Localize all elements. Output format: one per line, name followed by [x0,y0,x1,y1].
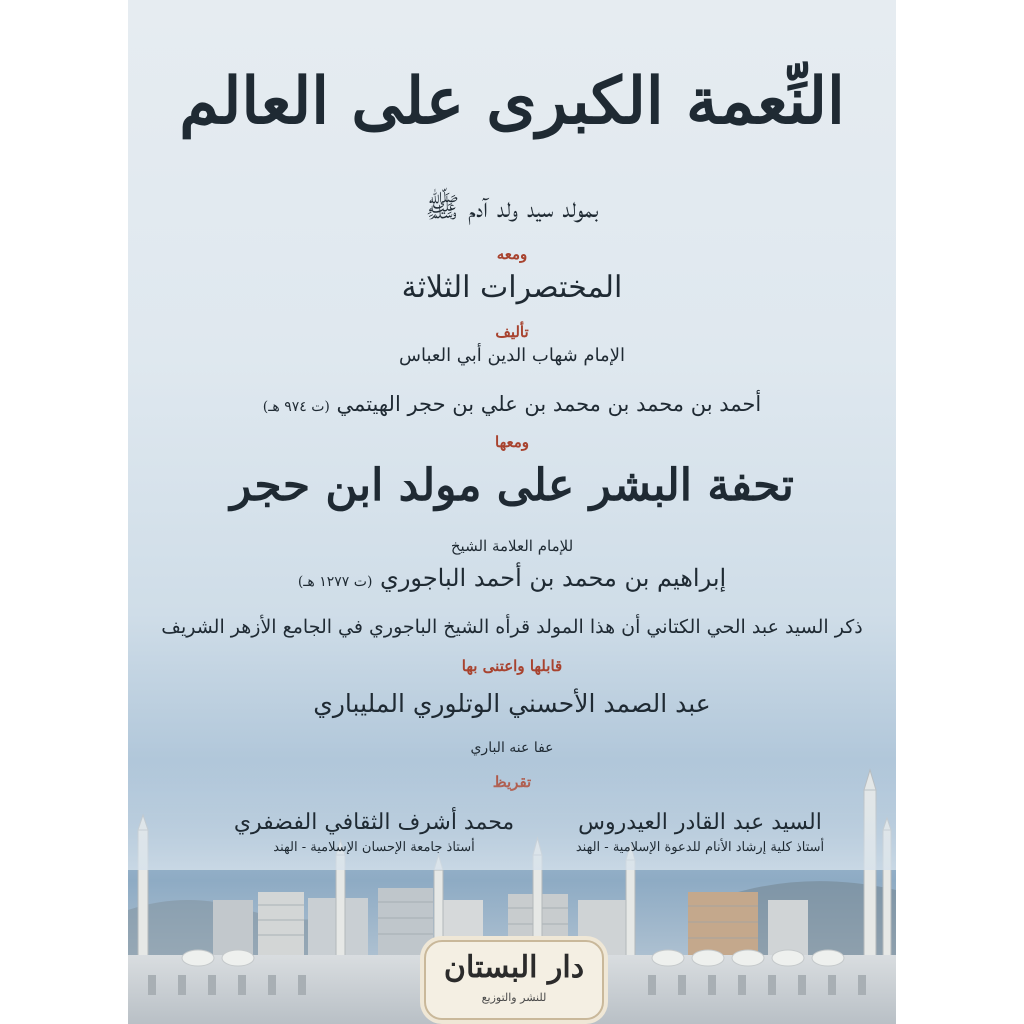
label-with-it: ومعه [496,245,528,263]
tuhfa-title: تحفة البشر على مولد ابن حجر [230,460,794,511]
author-name: أحمد بن محمد بن محمد بن علي بن حجر الهيتمي [336,392,762,416]
label-collated: قابلها واعتنى بها [461,657,563,675]
bajuri-name: إبراهيم بن محمد بن أحمد الباجوري [380,564,727,592]
author-line [128,388,896,423]
kattani-note: ذكر السيد عبد الحي الكتاني أن هذا المولد قرأه الشيخ الباجوري في الجامع الأزهر الشريف [161,616,863,638]
bajuri-date: (ت ١٢٧٧ هـ) [297,574,373,590]
book-subtitle: بمولد سيد ولد آدم ﷺ [425,191,599,224]
mukhtasarat-title: المختصرات الثلاثة [401,270,623,305]
endorser-right [530,808,870,858]
imam-line: الإمام شهاب الدين أبي العباس [399,345,625,366]
book-title: النِّعمة الكبرى على العالم [179,64,845,139]
publisher-tagline: للنشر والتوزيع [481,991,547,1004]
endorser-right-role: أستاذ كلية إرشاد الأنام للدعوة الإسلامية - الهند [575,840,825,855]
author-date: (ت ٩٧٤ هـ) [262,399,330,415]
label-authored: تأليف [495,323,529,341]
publisher-name: دار البستان [443,950,585,985]
bajuri-line [128,560,896,600]
editor-prayer: عفا عنه الباري [470,740,554,756]
editor-name: عبد الصمد الأحسني الوتلوري المليباري [313,689,711,718]
endorser-left [224,808,524,858]
endorser-right-name: السيد عبد القادر العيدروس [578,810,822,835]
label-and-with-it: ومعها [495,433,529,451]
book-cover [128,0,896,1024]
endorser-left-name: محمد أشرف الثقافي الفضفري [233,810,515,835]
endorser-left-role: أستاذ جامعة الإحسان الإسلامية - الهند [273,840,475,855]
allama-line: للإمام العلامة الشيخ [450,537,574,555]
publisher-logo [424,940,604,1020]
